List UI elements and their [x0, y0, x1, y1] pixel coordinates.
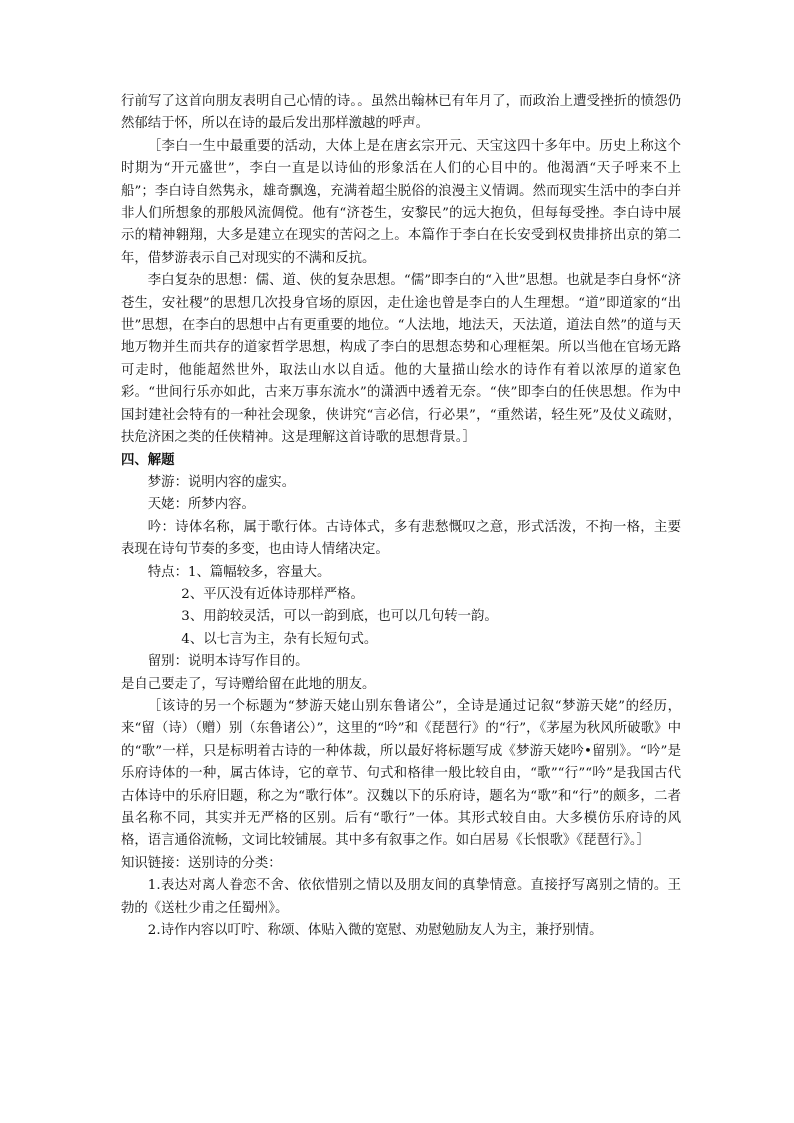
paragraph-libai-thought: 李白复杂的思想：儒、道、侠的复杂思想。“儒”即李白的“入世”思想。也就是李白身怀“济苍生，安社稷”的思想几次投身官场的原因，走仕途也曾是李白的人生理想。“道”即道家的“出世”思想，在李白的思想中占有更重要的地位。“人法地，地法天，天法道，道法自然”的道与天地万物并生而共存的道家哲学思想，构成了李白的思想态势和心理框架。所以当他在官场无路可走时，他能超然世外，取法山水以自适。他的大量描山绘水的诗作有着以浓厚的道家色彩。“世间行乐亦如此，古来万事东流水”的潇洒中透着无奈。“侠”即李白的任侠思想。作为中国封建社会特有的一种社会现象，侠讲究“言必信，行必果”，“重然诺，轻生死”及仗义疏财，扶危济困之类的任侠精神。这是理解这首诗歌的思想背景。］	[121, 273, 681, 446]
document-page	[121, 91, 681, 942]
paragraph-title-note: ［该诗的另一个标题为“梦游天姥山别东鲁诸公”，全诗是通过记叙“梦游天姥”的经历，来“留（诗）（赠）别（东鲁诸公）”，这里的“吟”和《琵琶行》的“行”，《茅屋为秋风所破歌》中的“歌”一样，只是标明着古诗的一种体裁，所以最好将标题写成《梦游天姥吟•留别》。“吟”是乐府诗体的一种，属古体诗，它的章节、句式和格律一般比较自由，“歌”“行”“吟”是我国古代古体诗中的乐府旧题，称之为“歌行体”。汉魏以下的乐府诗，题名为“歌”和“行”的颇多，二者虽名称不同，其实并无严格的区别。后有“歌行”一体。其形式较自由。大多模仿乐府诗的风格，语言通俗流畅，文词比较铺展。其中多有叙事之作。如白居易《长恨歌》《琵琶行》。］	[121, 698, 681, 849]
paragraph-mengyou: 梦游：说明内容的虚实。	[147, 474, 296, 490]
feature-item-4: 4、以七言为主，杂有长短句式。	[181, 631, 378, 647]
paragraph-intro: 行前写了这首向朋友表明自己心情的诗。。虽然出翰林已有年月了，而政治上遭受挫折的愤怨仍然郁结于怀，所以在诗的最后发出那样激越的呼声。	[121, 94, 681, 132]
paragraph-ziji: 是自己要走了，写诗赠给留在此地的朋友。	[121, 676, 376, 692]
paragraph-yin: 吟：诗体名称，属于歌行体。古诗体式，多有悲愁慨叹之意，形式活泼，不拘一格，主要表现在诗句节奏的多变，也由诗人情绪决定。	[121, 519, 681, 558]
paragraph-libai-activities: ［李白一生中最重要的活动，大体上是在唐玄宗开元、天宝这四十多年中。历史上称这个时期为“开元盛世”，李白一直是以诗仙的形象活在人们的心目中的。他渴酒“天子呼来不上船”；李白诗自然隽永，雄奇飘逸，充满着超尘脱俗的浪漫主义情调。然而现实生活中的李白并非人们所想象的那般风流倜傥。他有“济苍生，安黎民”的远大抱负，但每每受挫。李白诗中展示的精神翱翔，大多是建立在现实的苦闷之上。本篇作于李白在长安受到权贵排挤出京的第二年，借梦游表示自己对现实的不满和反抗。	[121, 138, 681, 266]
section-heading-jieti: 四、解题	[121, 452, 175, 468]
paragraph-classification-1: 1.表达对离人眷恋不舍、依依惜别之情以及朋友间的真挚情意。直接抒写离别之情的。王勃的《送杜少甫之任蜀州》。	[121, 878, 681, 916]
paragraph-classification-2: 2.诗作内容以叮咛、称颂、体贴入微的宽慰、劝慰勉励友人为主，兼抒别情。	[147, 923, 603, 939]
feature-item-1: 特点：1、篇幅较多，容量大。	[147, 564, 331, 580]
feature-item-2: 2、平仄没有近体诗那样严格。	[181, 586, 364, 602]
paragraph-tianmu: 天姥：所梦内容。	[147, 497, 255, 513]
paragraph-knowledge-link: 知识链接：送别诗的分类：	[121, 855, 282, 871]
paragraph-liubie: 留别：说明本诗写作目的。	[147, 654, 309, 670]
feature-item-3: 3、用韵较灵活，可以一韵到底，也可以几句转一韵。	[181, 609, 498, 625]
